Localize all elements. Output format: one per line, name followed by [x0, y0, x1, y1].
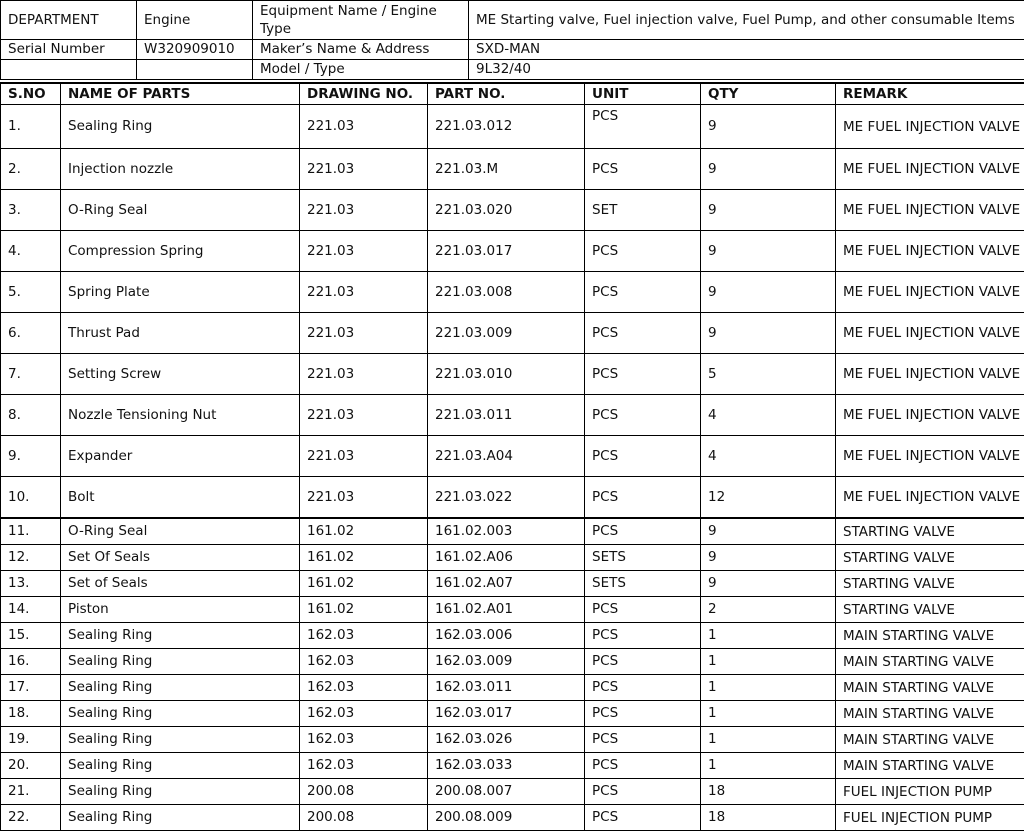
cell-drawing: 221.03 [300, 272, 428, 313]
cell-name: Thrust Pad [61, 313, 300, 354]
cell-drawing: 221.03 [300, 436, 428, 477]
cell-name: Injection nozzle [61, 149, 300, 190]
table-row [1, 518, 1024, 545]
parts-table [0, 82, 1024, 831]
cell-unit: PCS [585, 436, 701, 477]
cell-part: 221.03.022 [428, 477, 585, 519]
equipment-label: Equipment Name / Engine Type [253, 1, 469, 40]
cell-qty: 1 [701, 753, 836, 779]
cell-name: Sealing Ring [61, 623, 300, 649]
cell-name: Compression Spring [61, 231, 300, 272]
table-row [1, 149, 1024, 190]
cell-unit: PCS [585, 231, 701, 272]
col-header-sno: S.NO [1, 83, 61, 105]
col-header-remark: REMARK [836, 83, 1024, 105]
cell-unit: PCS [585, 597, 701, 623]
cell-qty: 1 [701, 727, 836, 753]
cell-part: 221.03.010 [428, 354, 585, 395]
cell-remark: ME FUEL INJECTION VALVE [836, 436, 1024, 477]
cell-unit: PCS [585, 779, 701, 805]
cell-remark: ME FUEL INJECTION VALVE [836, 105, 1024, 149]
table-row [1, 805, 1024, 831]
cell-part: 162.03.011 [428, 675, 585, 701]
cell-drawing: 161.02 [300, 518, 428, 545]
cell-sno: 12. [1, 545, 61, 571]
cell-qty: 4 [701, 436, 836, 477]
cell-drawing: 162.03 [300, 701, 428, 727]
cell-part: 162.03.026 [428, 727, 585, 753]
col-header-qty: QTY [701, 83, 836, 105]
col-header-unit: UNIT [585, 83, 701, 105]
cell-sno: 7. [1, 354, 61, 395]
cell-remark: ME FUEL INJECTION VALVE [836, 190, 1024, 231]
cell-qty: 9 [701, 231, 836, 272]
cell-remark: ME FUEL INJECTION VALVE [836, 477, 1024, 519]
cell-drawing: 161.02 [300, 545, 428, 571]
cell-unit: PCS [585, 272, 701, 313]
cell-qty: 18 [701, 779, 836, 805]
table-row [1, 545, 1024, 571]
cell-part: 221.03.M [428, 149, 585, 190]
cell-part: 162.03.009 [428, 649, 585, 675]
model-label: Model / Type [253, 60, 469, 80]
cell-sno: 9. [1, 436, 61, 477]
cell-remark: MAIN STARTING VALVE [836, 701, 1024, 727]
maker-value: SXD-MAN [469, 40, 1024, 60]
table-row [1, 231, 1024, 272]
table-row [1, 313, 1024, 354]
cell-qty: 9 [701, 272, 836, 313]
cell-name: Sealing Ring [61, 701, 300, 727]
cell-qty: 2 [701, 597, 836, 623]
cell-remark: MAIN STARTING VALVE [836, 649, 1024, 675]
cell-unit: PCS [585, 727, 701, 753]
cell-drawing: 221.03 [300, 395, 428, 436]
cell-name: Sealing Ring [61, 727, 300, 753]
table-row [1, 272, 1024, 313]
cell-drawing: 162.03 [300, 753, 428, 779]
table-body [1, 105, 1024, 831]
cell-qty: 4 [701, 395, 836, 436]
cell-remark: FUEL INJECTION PUMP [836, 805, 1024, 831]
cell-part: 221.03.020 [428, 190, 585, 231]
cell-drawing: 221.03 [300, 354, 428, 395]
cell-remark: ME FUEL INJECTION VALVE [836, 149, 1024, 190]
cell-unit: PCS [585, 105, 701, 149]
cell-sno: 11. [1, 518, 61, 545]
cell-qty: 9 [701, 190, 836, 231]
cell-remark: STARTING VALVE [836, 545, 1024, 571]
cell-remark: ME FUEL INJECTION VALVE [836, 395, 1024, 436]
table-row [1, 623, 1024, 649]
cell-name: Sealing Ring [61, 805, 300, 831]
table-row [1, 753, 1024, 779]
table-row [1, 701, 1024, 727]
cell-qty: 12 [701, 477, 836, 519]
cell-drawing: 162.03 [300, 649, 428, 675]
cell-sno: 14. [1, 597, 61, 623]
cell-part: 200.08.009 [428, 805, 585, 831]
cell-sno: 10. [1, 477, 61, 519]
cell-sno: 19. [1, 727, 61, 753]
cell-drawing: 221.03 [300, 231, 428, 272]
serial-value: W320909010 [137, 40, 253, 60]
cell-drawing: 162.03 [300, 675, 428, 701]
cell-drawing: 200.08 [300, 805, 428, 831]
department-label: DEPARTMENT [1, 1, 137, 40]
cell-qty: 9 [701, 545, 836, 571]
cell-drawing: 221.03 [300, 313, 428, 354]
cell-part: 161.02.003 [428, 518, 585, 545]
cell-drawing: 161.02 [300, 571, 428, 597]
cell-part: 162.03.017 [428, 701, 585, 727]
cell-part: 221.03.012 [428, 105, 585, 149]
cell-name: Nozzle Tensioning Nut [61, 395, 300, 436]
cell-unit: PCS [585, 395, 701, 436]
table-row [1, 675, 1024, 701]
cell-unit: SETS [585, 545, 701, 571]
cell-name: O-Ring Seal [61, 190, 300, 231]
cell-unit: PCS [585, 805, 701, 831]
cell-sno: 5. [1, 272, 61, 313]
cell-sno: 2. [1, 149, 61, 190]
cell-sno: 15. [1, 623, 61, 649]
cell-unit: PCS [585, 675, 701, 701]
cell-sno: 6. [1, 313, 61, 354]
cell-unit: PCS [585, 313, 701, 354]
empty-cell [1, 60, 137, 80]
cell-drawing: 221.03 [300, 105, 428, 149]
col-header-part: PART NO. [428, 83, 585, 105]
cell-sno: 13. [1, 571, 61, 597]
cell-part: 162.03.006 [428, 623, 585, 649]
cell-name: Sealing Ring [61, 675, 300, 701]
cell-name: Spring Plate [61, 272, 300, 313]
cell-sno: 1. [1, 105, 61, 149]
cell-name: Sealing Ring [61, 649, 300, 675]
cell-unit: PCS [585, 649, 701, 675]
cell-name: Piston [61, 597, 300, 623]
cell-unit: PCS [585, 477, 701, 519]
cell-unit: SET [585, 190, 701, 231]
cell-sno: 16. [1, 649, 61, 675]
table-row [1, 105, 1024, 149]
cell-part: 162.03.033 [428, 753, 585, 779]
equipment-value: ME Starting valve, Fuel injection valve, Fuel Pump, and other consumable Items [469, 1, 1024, 40]
cell-name: Set of Seals [61, 571, 300, 597]
table-row [1, 597, 1024, 623]
cell-sno: 18. [1, 701, 61, 727]
cell-remark: STARTING VALVE [836, 597, 1024, 623]
cell-qty: 9 [701, 571, 836, 597]
table-row [1, 354, 1024, 395]
cell-remark: MAIN STARTING VALVE [836, 675, 1024, 701]
cell-qty: 9 [701, 518, 836, 545]
cell-name: Setting Screw [61, 354, 300, 395]
cell-qty: 9 [701, 149, 836, 190]
cell-qty: 9 [701, 313, 836, 354]
cell-remark: ME FUEL INJECTION VALVE [836, 313, 1024, 354]
cell-sno: 22. [1, 805, 61, 831]
cell-drawing: 161.02 [300, 597, 428, 623]
maker-label: Maker’s Name & Address [253, 40, 469, 60]
cell-sno: 17. [1, 675, 61, 701]
cell-sno: 21. [1, 779, 61, 805]
cell-drawing: 221.03 [300, 477, 428, 519]
cell-remark: FUEL INJECTION PUMP [836, 779, 1024, 805]
cell-part: 200.08.007 [428, 779, 585, 805]
cell-name: Bolt [61, 477, 300, 519]
cell-part: 221.03.A04 [428, 436, 585, 477]
cell-remark: STARTING VALVE [836, 571, 1024, 597]
cell-part: 221.03.011 [428, 395, 585, 436]
table-header-row [1, 83, 1024, 105]
table-row [1, 436, 1024, 477]
cell-sno: 20. [1, 753, 61, 779]
cell-qty: 5 [701, 354, 836, 395]
cell-drawing: 162.03 [300, 727, 428, 753]
cell-part: 161.02.A07 [428, 571, 585, 597]
cell-qty: 1 [701, 649, 836, 675]
cell-remark: MAIN STARTING VALVE [836, 623, 1024, 649]
cell-qty: 1 [701, 701, 836, 727]
cell-remark: ME FUEL INJECTION VALVE [836, 272, 1024, 313]
cell-unit: PCS [585, 701, 701, 727]
cell-name: Expander [61, 436, 300, 477]
serial-label: Serial Number [1, 40, 137, 60]
cell-unit: PCS [585, 354, 701, 395]
col-header-name: NAME OF PARTS [61, 83, 300, 105]
cell-part: 161.02.A06 [428, 545, 585, 571]
cell-remark: STARTING VALVE [836, 518, 1024, 545]
table-row [1, 190, 1024, 231]
col-header-drawing: DRAWING NO. [300, 83, 428, 105]
model-value: 9L32/40 [469, 60, 1024, 80]
table-row [1, 779, 1024, 805]
cell-name: Sealing Ring [61, 753, 300, 779]
table-row [1, 727, 1024, 753]
cell-unit: PCS [585, 623, 701, 649]
table-row [1, 477, 1024, 519]
cell-unit: PCS [585, 518, 701, 545]
cell-part: 221.03.008 [428, 272, 585, 313]
cell-name: Set Of Seals [61, 545, 300, 571]
cell-sno: 3. [1, 190, 61, 231]
cell-part: 221.03.017 [428, 231, 585, 272]
cell-qty: 1 [701, 623, 836, 649]
table-row [1, 571, 1024, 597]
cell-drawing: 200.08 [300, 779, 428, 805]
table-row [1, 649, 1024, 675]
cell-drawing: 221.03 [300, 190, 428, 231]
header-table [0, 0, 1024, 80]
cell-name: O-Ring Seal [61, 518, 300, 545]
cell-qty: 18 [701, 805, 836, 831]
cell-part: 161.02.A01 [428, 597, 585, 623]
cell-qty: 9 [701, 105, 836, 149]
empty-cell [137, 60, 253, 80]
cell-remark: ME FUEL INJECTION VALVE [836, 354, 1024, 395]
cell-drawing: 221.03 [300, 149, 428, 190]
cell-name: Sealing Ring [61, 779, 300, 805]
cell-name: Sealing Ring [61, 105, 300, 149]
cell-sno: 8. [1, 395, 61, 436]
cell-drawing: 162.03 [300, 623, 428, 649]
cell-unit: SETS [585, 571, 701, 597]
cell-unit: PCS [585, 149, 701, 190]
cell-remark: MAIN STARTING VALVE [836, 753, 1024, 779]
table-row [1, 395, 1024, 436]
cell-remark: MAIN STARTING VALVE [836, 727, 1024, 753]
department-value: Engine [137, 1, 253, 40]
cell-part: 221.03.009 [428, 313, 585, 354]
cell-qty: 1 [701, 675, 836, 701]
cell-sno: 4. [1, 231, 61, 272]
cell-unit: PCS [585, 753, 701, 779]
cell-remark: ME FUEL INJECTION VALVE [836, 231, 1024, 272]
